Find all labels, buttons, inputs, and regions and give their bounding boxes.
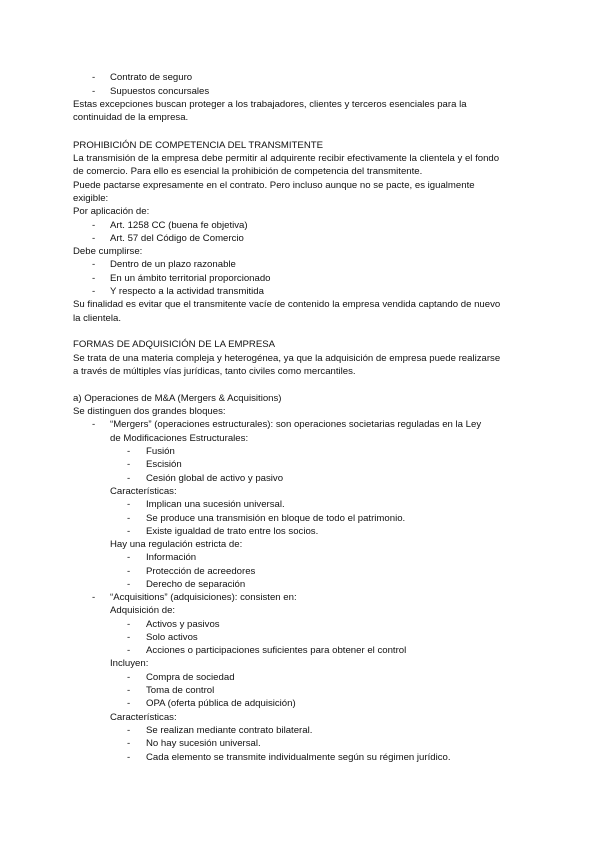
list-item: Activos y pasivos <box>146 619 220 630</box>
bullet-dash: - <box>127 513 131 524</box>
paragraph-line: de comercio. Para ello es esencial la prohibición de competencia del transmitente. <box>73 166 423 177</box>
list-item: Se realizan mediante contrato bilateral. <box>146 725 313 736</box>
list-item: Implican una sucesión universal. <box>146 499 285 510</box>
bullet-dash: - <box>127 619 131 630</box>
bullet-dash: - <box>92 259 96 270</box>
bullet-dash: - <box>92 220 96 231</box>
list-item: Cada elemento se transmite individualmente según su régimen jurídico. <box>146 752 451 763</box>
paragraph-line: exigible: <box>73 193 109 204</box>
list-item: En un ámbito territorial proporcionado <box>110 273 271 284</box>
bullet-dash: - <box>127 459 131 470</box>
bullet-dash: - <box>127 685 131 696</box>
bullet-dash: - <box>92 419 96 430</box>
bullet-dash: - <box>127 698 131 709</box>
paragraph-line: continuidad de la empresa. <box>73 112 189 123</box>
paragraph-line: La transmisión de la empresa debe permitir al adquirente recibir efectivamente la clientela y el fondo <box>73 153 500 164</box>
list-subheading: Características: <box>110 486 177 497</box>
bullet-dash: - <box>92 72 96 83</box>
bullet-dash: - <box>92 86 96 97</box>
bullet-dash: - <box>127 632 131 643</box>
list-item: Fusión <box>146 446 175 457</box>
list-item: “Acquisitions” (adquisiciones): consisten en: <box>110 592 297 603</box>
bullet-dash: - <box>127 725 131 736</box>
paragraph-line: Se trata de una materia compleja y heterogénea, ya que la adquisición de empresa puede realizarse <box>73 353 501 364</box>
list-item-continuation: de Modificaciones Estructurales: <box>110 433 249 444</box>
list-subheading: Hay una regulación estricta de: <box>110 539 243 550</box>
paragraph-line: Debe cumplirse: <box>73 246 143 257</box>
list-item: Acciones o participaciones suficientes para obtener el control <box>146 645 407 656</box>
bullet-dash: - <box>127 566 131 577</box>
bullet-dash: - <box>92 286 96 297</box>
list-item: Dentro de un plazo razonable <box>110 259 236 270</box>
bullet-dash: - <box>127 738 131 749</box>
list-item: Supuestos concursales <box>110 86 210 97</box>
bullet-dash: - <box>127 645 131 656</box>
list-item: Cesión global de activo y pasivo <box>146 473 284 484</box>
list-item: Art. 1258 CC (buena fe objetiva) <box>110 220 248 231</box>
list-item: Art. 57 del Código de Comercio <box>110 233 244 244</box>
paragraph-line: a través de múltiples vías jurídicas, tanto civiles como mercantiles. <box>73 366 356 377</box>
paragraph-line: Estas excepciones buscan proteger a los trabajadores, clientes y terceros esenciales para la <box>73 99 467 110</box>
bullet-dash: - <box>127 752 131 763</box>
bullet-dash: - <box>127 579 131 590</box>
bullet-dash: - <box>92 592 96 603</box>
bullet-dash: - <box>92 233 96 244</box>
list-item: No hay sucesión universal. <box>146 738 261 749</box>
list-item: Solo activos <box>146 632 198 643</box>
paragraph-line: Se distinguen dos grandes bloques: <box>73 406 226 417</box>
list-item: Escisión <box>146 459 182 470</box>
list-subheading: Adquisición de: <box>110 605 176 616</box>
bullet-dash: - <box>127 446 131 457</box>
paragraph-line: Puede pactarse expresamente en el contrato. Pero incluso aunque no se pacte, es igualmente <box>73 180 475 191</box>
section-heading: FORMAS DE ADQUISICIÓN DE LA EMPRESA <box>73 339 276 350</box>
bullet-dash: - <box>92 273 96 284</box>
list-item: OPA (oferta pública de adquisición) <box>146 698 296 709</box>
paragraph-line: Su finalidad es evitar que el transmitente vacíe de contenido la empresa vendida captando de nuevo <box>73 299 501 310</box>
list-subheading: Incluyen: <box>110 658 149 669</box>
subsection-heading: a) Operaciones de M&A (Mergers & Acquisitions) <box>73 393 282 404</box>
list-item: Y respecto a la actividad transmitida <box>110 286 264 297</box>
list-item: Existe igualdad de trato entre los socios. <box>146 526 319 537</box>
bullet-dash: - <box>127 672 131 683</box>
paragraph-line: la clientela. <box>73 313 121 324</box>
list-item: Derecho de separación <box>146 579 246 590</box>
list-item: Toma de control <box>146 685 215 696</box>
bullet-dash: - <box>127 526 131 537</box>
list-item: Se produce una transmisión en bloque de todo el patrimonio. <box>146 513 406 524</box>
list-item: Protección de acreedores <box>146 566 256 577</box>
list-subheading: Características: <box>110 712 177 723</box>
section-heading: PROHIBICIÓN DE COMPETENCIA DEL TRANSMITENTE <box>73 140 324 151</box>
list-item: Compra de sociedad <box>146 672 235 683</box>
list-item: Contrato de seguro <box>110 72 193 83</box>
list-item: “Mergers” (operaciones estructurales): son operaciones societarias reguladas en la Ley <box>110 419 482 430</box>
bullet-dash: - <box>127 499 131 510</box>
bullet-dash: - <box>127 473 131 484</box>
paragraph-line: Por aplicación de: <box>73 206 150 217</box>
list-item: Información <box>146 552 197 563</box>
bullet-dash: - <box>127 552 131 563</box>
